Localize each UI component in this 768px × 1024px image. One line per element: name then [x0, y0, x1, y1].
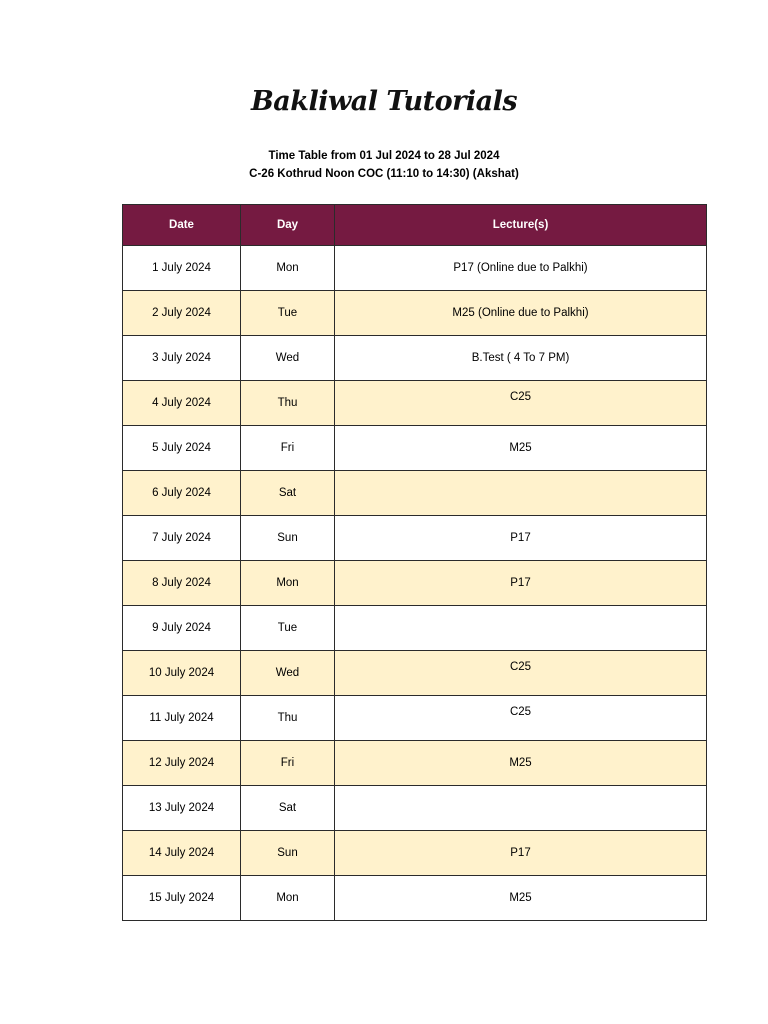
cell-date: 8 July 2024 [123, 561, 241, 606]
cell-date: 13 July 2024 [123, 786, 241, 831]
cell-day: Sun [241, 516, 335, 561]
table-row [123, 696, 707, 741]
cell-lecture [335, 696, 707, 741]
cell-lecture: M25 [335, 426, 707, 471]
cell-lecture [335, 381, 707, 426]
cell-date: 4 July 2024 [123, 381, 241, 426]
table-row [123, 381, 707, 426]
cell-date: 1 July 2024 [123, 246, 241, 291]
cell-lecture [335, 606, 707, 651]
table-header-row [123, 205, 707, 246]
table-row [123, 291, 707, 336]
cell-day: Fri [241, 741, 335, 786]
cell-lecture: P17 (Online due to Palkhi) [335, 246, 707, 291]
cell-lecture [335, 786, 707, 831]
table-row [123, 741, 707, 786]
header-date: Date [123, 205, 241, 246]
cell-date: 7 July 2024 [123, 516, 241, 561]
cell-lecture-text: C25 [509, 706, 532, 718]
cell-day: Thu [241, 381, 335, 426]
table-row [123, 606, 707, 651]
cell-day: Sun [241, 831, 335, 876]
cell-day: Sat [241, 471, 335, 516]
cell-lecture [335, 471, 707, 516]
cell-date: 5 July 2024 [123, 426, 241, 471]
table-row [123, 516, 707, 561]
cell-day: Mon [241, 561, 335, 606]
cell-lecture: M25 [335, 741, 707, 786]
table-row [123, 426, 707, 471]
table-row [123, 336, 707, 381]
table-row [123, 651, 707, 696]
cell-lecture: M25 (Online due to Palkhi) [335, 291, 707, 336]
cell-day: Tue [241, 291, 335, 336]
cell-lecture: B.Test ( 4 To 7 PM) [335, 336, 707, 381]
cell-lecture: M25 [335, 876, 707, 921]
table-row [123, 786, 707, 831]
cell-day: Thu [241, 696, 335, 741]
table-row [123, 876, 707, 921]
brand-title: Bakliwal Tutorials [250, 86, 518, 117]
table-row [123, 246, 707, 291]
cell-lecture [335, 651, 707, 696]
header-day: Day [241, 205, 335, 246]
cell-date: 9 July 2024 [123, 606, 241, 651]
cell-day: Sat [241, 786, 335, 831]
cell-lecture-text: C25 [509, 661, 532, 673]
cell-date: 2 July 2024 [123, 291, 241, 336]
cell-lecture: P17 [335, 561, 707, 606]
cell-lecture: P17 [335, 516, 707, 561]
cell-day: Wed [241, 336, 335, 381]
cell-day: Tue [241, 606, 335, 651]
cell-day: Mon [241, 246, 335, 291]
cell-date: 12 July 2024 [123, 741, 241, 786]
cell-day: Fri [241, 426, 335, 471]
header-lectures: Lecture(s) [335, 205, 707, 246]
cell-date: 15 July 2024 [123, 876, 241, 921]
cell-date: 6 July 2024 [123, 471, 241, 516]
table-row [123, 561, 707, 606]
batch-info: C-26 Kothrud Noon COC (11:10 to 14:30) (Akshat) [249, 168, 519, 180]
table-row [123, 831, 707, 876]
cell-date: 11 July 2024 [123, 696, 241, 741]
timetable-range: Time Table from 01 Jul 2024 to 28 Jul 2024 [268, 150, 500, 162]
table-row [123, 471, 707, 516]
cell-date: 3 July 2024 [123, 336, 241, 381]
cell-day: Wed [241, 651, 335, 696]
cell-date: 10 July 2024 [123, 651, 241, 696]
timetable [122, 204, 707, 921]
cell-day: Mon [241, 876, 335, 921]
cell-lecture: P17 [335, 831, 707, 876]
cell-date: 14 July 2024 [123, 831, 241, 876]
cell-lecture-text: C25 [509, 391, 532, 403]
